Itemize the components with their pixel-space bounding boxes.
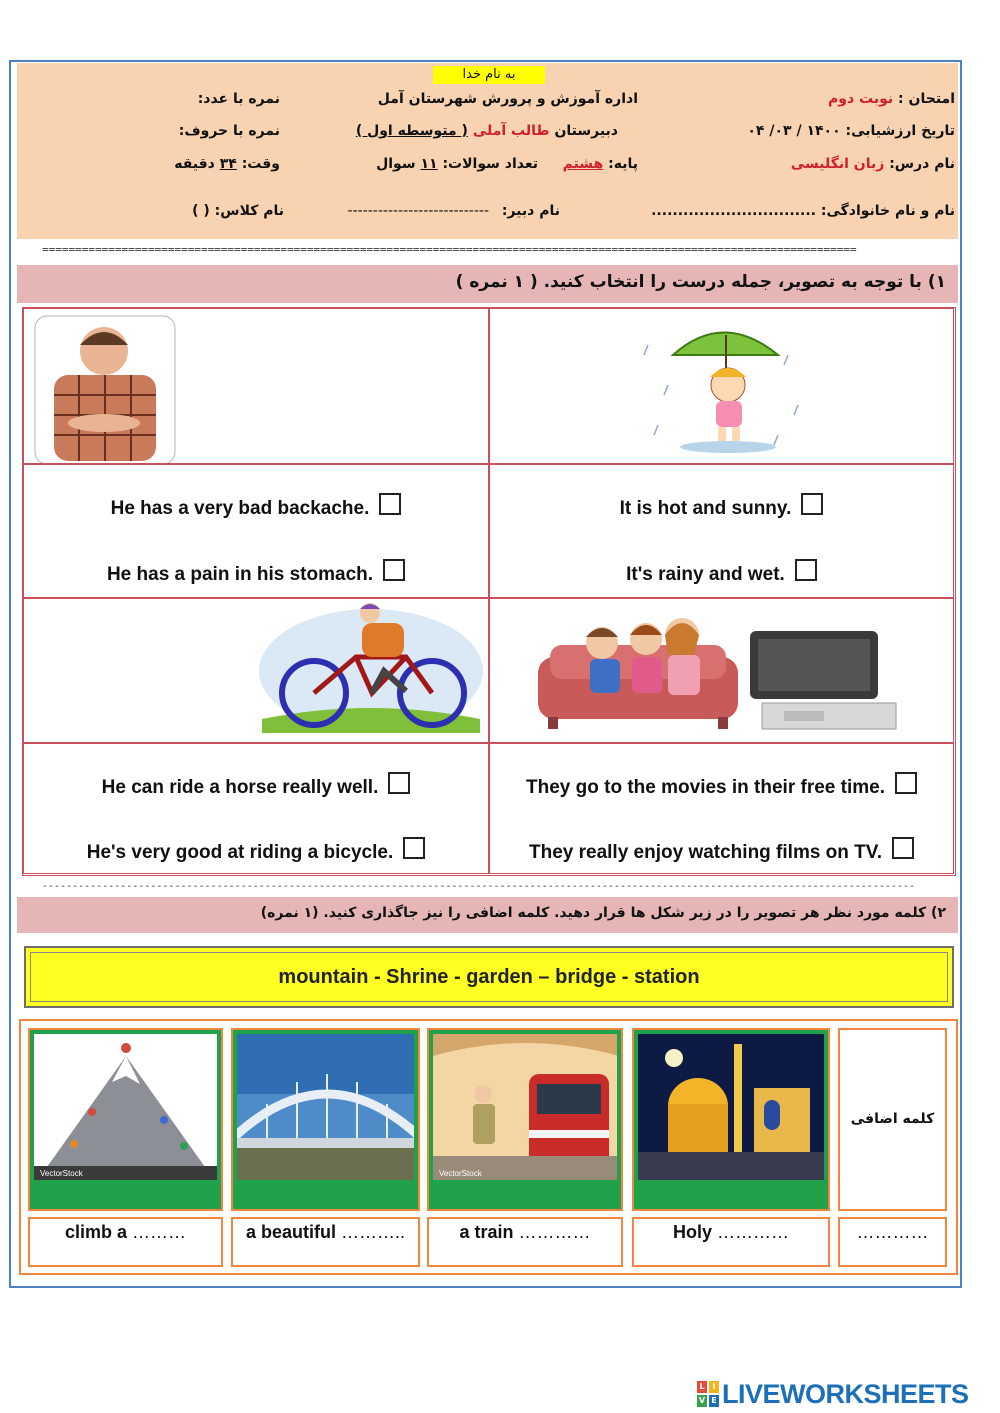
option-backache[interactable]: He has a very bad backache. bbox=[24, 493, 488, 520]
grade-text-label: نمره با حروف: bbox=[178, 123, 280, 139]
exam-date: تاریخ ارزشیابی: ۱۴۰۰ / ۰۳/ ۰۴ bbox=[747, 123, 955, 139]
single-separator: ------------------------------------------------------------------------------------------------------------------------------------------------- bbox=[42, 881, 915, 892]
checkbox[interactable] bbox=[383, 559, 405, 581]
tv-picture-cell bbox=[489, 598, 954, 743]
checkbox[interactable] bbox=[388, 772, 410, 794]
answer-extra-word[interactable]: ………… bbox=[838, 1217, 947, 1267]
mountain-picture-cell bbox=[28, 1028, 223, 1211]
bike-picture-cell bbox=[23, 598, 489, 743]
option-rainy-wet[interactable]: It's rainy and wet. bbox=[490, 559, 953, 586]
checkbox[interactable] bbox=[895, 772, 917, 794]
stomach-picture-cell bbox=[23, 308, 489, 464]
option-hot-sunny[interactable]: It is hot and sunny. bbox=[490, 493, 953, 520]
teacher-name-field[interactable]: نام دبیر: ---------------------------- bbox=[347, 203, 560, 219]
illness-options-cell bbox=[23, 464, 489, 598]
exam-type: امتحان : نوبت دوم bbox=[828, 91, 955, 107]
station-picture-cell bbox=[427, 1028, 623, 1211]
arch-bridge-image bbox=[237, 1034, 414, 1180]
rain-girl-umbrella-image bbox=[638, 315, 808, 455]
option-riding-bicycle[interactable]: He's very good at riding a bicycle. bbox=[24, 837, 488, 864]
exam-header bbox=[17, 63, 958, 239]
extra-word-label: کلمه اضافی bbox=[838, 1028, 947, 1211]
answer-mountain[interactable]: climb a ……… bbox=[28, 1217, 223, 1267]
option-films-on-tv[interactable]: They really enjoy watching films on TV. bbox=[490, 837, 953, 864]
family-watching-tv-image bbox=[534, 607, 914, 737]
checkbox[interactable] bbox=[892, 837, 914, 859]
question-1-grid bbox=[22, 307, 956, 876]
word-bank bbox=[24, 946, 954, 1008]
holy-shrine-image bbox=[638, 1034, 824, 1180]
word-bank-text: mountain - Shrine - garden – bridge - station bbox=[30, 952, 948, 1002]
answer-bridge[interactable]: a beautiful ……….. bbox=[231, 1217, 420, 1267]
option-movies[interactable]: They go to the movies in their free time. bbox=[490, 772, 953, 799]
riding-options-cell bbox=[23, 743, 489, 874]
checkbox[interactable] bbox=[379, 493, 401, 515]
class-name-field[interactable]: نام کلاس: ( ) bbox=[192, 203, 284, 219]
answer-shrine[interactable]: Holy ………… bbox=[632, 1217, 830, 1267]
liveworksheets-logo[interactable] bbox=[697, 1379, 969, 1409]
grade-level: پایه: هشتم bbox=[562, 156, 638, 172]
answer-station[interactable]: a train ………… bbox=[427, 1217, 623, 1267]
exam-time: وقت: ۳۴ دقیقه bbox=[174, 156, 280, 172]
logo-text: LIVEWORKSHEETS bbox=[722, 1378, 969, 1409]
student-name-field[interactable]: نام و نام خانوادگی: ............................... bbox=[651, 203, 955, 219]
grade-number-label: نمره با عدد: bbox=[197, 91, 280, 107]
double-separator: =========================================================================================================================== bbox=[42, 243, 857, 256]
checkbox[interactable] bbox=[403, 837, 425, 859]
weather-options-cell bbox=[489, 464, 954, 598]
subject: نام درس: زبان انگلیسی bbox=[790, 156, 955, 172]
question-count: تعداد سوالات: ۱۱ سوال bbox=[376, 156, 538, 172]
bridge-picture-cell bbox=[231, 1028, 420, 1211]
free-time-options-cell bbox=[489, 743, 954, 874]
question-1-title: ۱) با توجه به تصویر، جمله درست را انتخاب کنید. ( ۱ نمره ) bbox=[17, 265, 958, 303]
bismillah-banner: به نام خدا bbox=[433, 66, 545, 84]
train-station-image bbox=[433, 1034, 617, 1180]
mountain-climbers-image bbox=[34, 1034, 217, 1180]
option-ride-horse[interactable]: He can ride a horse really well. bbox=[24, 772, 488, 799]
rain-picture-cell bbox=[489, 308, 954, 464]
checkbox[interactable] bbox=[801, 493, 823, 515]
question-2-title: ۲) کلمه مورد نظر هر تصویر را در زیر شکل ها قرار دهید. کلمه اضافی را نیز جاگذاری کنید. (۱ نمره) bbox=[17, 897, 958, 933]
stock-watermark: VectorStock bbox=[40, 1169, 83, 1178]
cyclist-image bbox=[256, 601, 486, 739]
stock-watermark: VectorStock bbox=[439, 1169, 482, 1178]
education-office: اداره آموزش و پرورش شهرستان آمل bbox=[377, 91, 638, 107]
shrine-picture-cell bbox=[632, 1028, 830, 1211]
school-name: دبیرستان طالب آملی ( متوسطه اول ) bbox=[355, 123, 618, 139]
option-stomach-pain[interactable]: He has a pain in his stomach. bbox=[24, 559, 488, 586]
man-stomachache-image bbox=[34, 315, 176, 464]
logo-mark-icon: L I V E bbox=[697, 1381, 719, 1407]
checkbox[interactable] bbox=[795, 559, 817, 581]
